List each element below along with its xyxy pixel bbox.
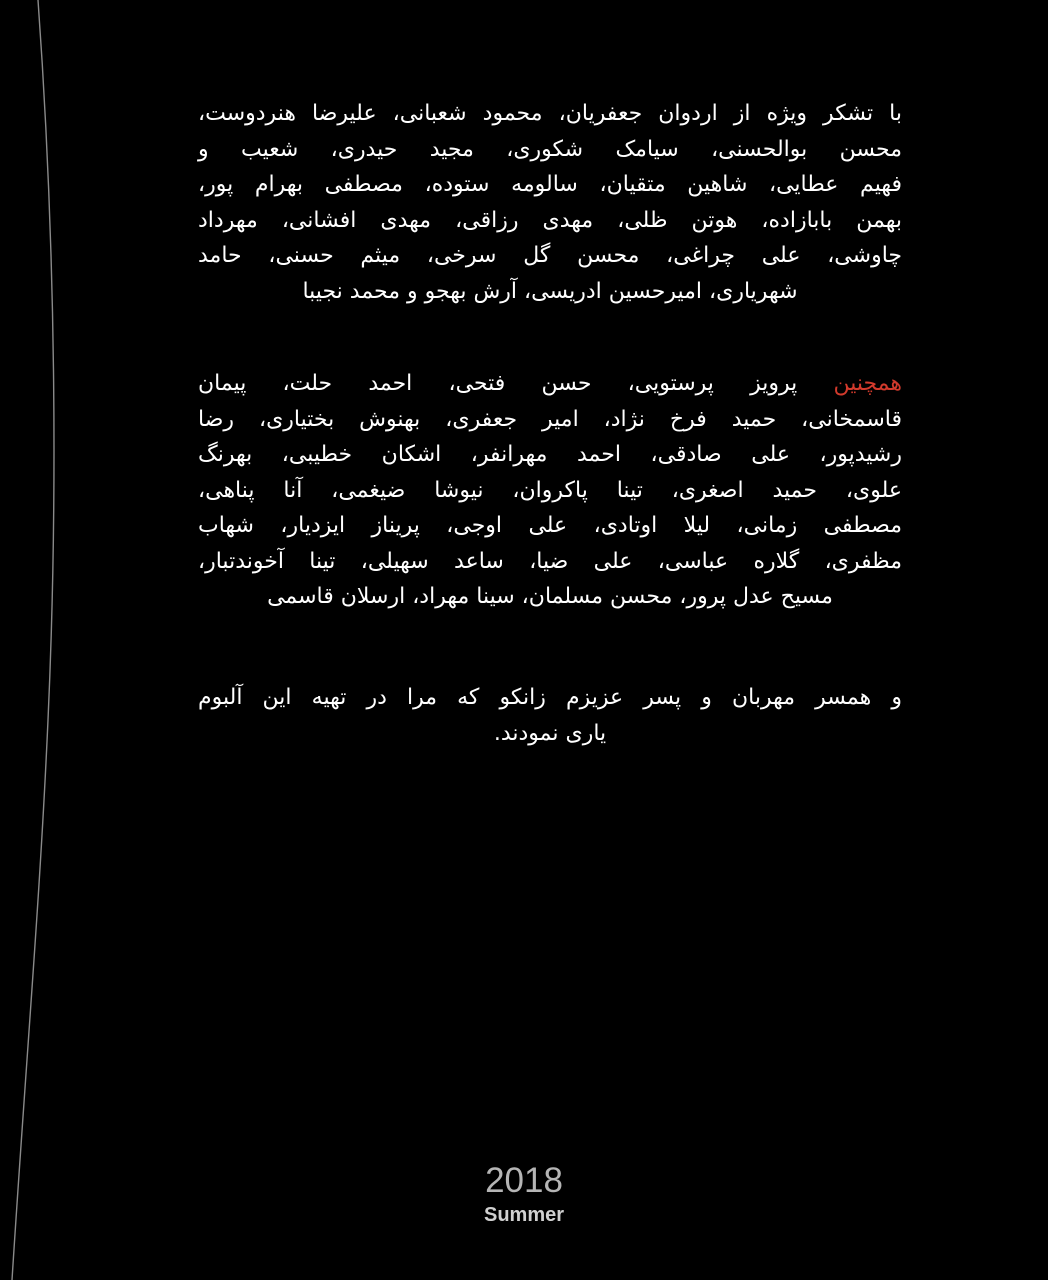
also-thanks-line: مسیح عدل پرور، محسن مسلمان، سینا مهراد، ارسلان قاسمی — [267, 584, 833, 609]
footer-season: Summer — [483, 1204, 565, 1226]
also-thanks-line: مصطفی زمانی، لیلا اوتادی، علی اوجی، پریناز ایزدیار، شهاب — [198, 513, 902, 538]
also-thanks-first-line-text: پرویز پرستویی، حسن فتحی، احمد حلت، پیمان — [198, 371, 798, 396]
thanks-line: بهمن بابازاده، هوتن ظلی، مهدی رزاقی، مهدی افشانی، مهرداد — [198, 207, 902, 233]
thanks-line: شهریاری، امیرحسین ادریسی، آرش بهجو و محمد نجیبا — [302, 278, 798, 304]
footer-year: 2018 — [485, 1161, 563, 1200]
family-thanks-paragraph — [198, 680, 902, 751]
family-thanks-line: یاری نمودند. — [493, 720, 607, 746]
decorative-curve-line — [0, 0, 60, 1280]
thanks-paragraph — [198, 96, 902, 309]
also-thanks-line: مظفری، گلاره عباسی، علی ضیا، ساعد سهیلی، تینا آخوندتبار، — [198, 548, 902, 574]
also-thanks-line: رشیدپور، علی صادقی، احمد مهرانفر، اشکان خطیبی، بهرنگ — [198, 442, 902, 467]
also-thanks-paragraph — [198, 366, 902, 615]
thanks-line: فهیم عطایی، شاهین متقیان، سالومه ستوده، مصطفی بهرام پور، — [198, 172, 902, 197]
family-thanks-line: و همسر مهربان و پسر عزیزم زانکو که مرا در تهیه این آلبوم — [198, 685, 902, 710]
also-thanks-first-line — [198, 366, 902, 402]
also-thanks-line: قاسمخانی، حمید فرخ نژاد، امیر جعفری، بهنوش بختیاری، رضا — [198, 406, 902, 432]
also-thanks-line: علوی، حمید اصغری، تینا پاکروان، نیوشا ضیغمی، آنا پناهی، — [198, 477, 902, 503]
thanks-line: محسن بوالحسنی، سیامک شکوری، مجید حیدری، شعیب و — [198, 136, 902, 162]
thanks-line: چاوشی، علی چراغی، محسن گل سرخی، میثم حسنی، حامد — [198, 243, 902, 268]
also-highlight-word: همچنین — [833, 371, 902, 396]
thanks-line: با تشکر ویژه از اردوان جعفریان، محمود شعبانی، علیرضا هنردوست، — [198, 101, 902, 126]
